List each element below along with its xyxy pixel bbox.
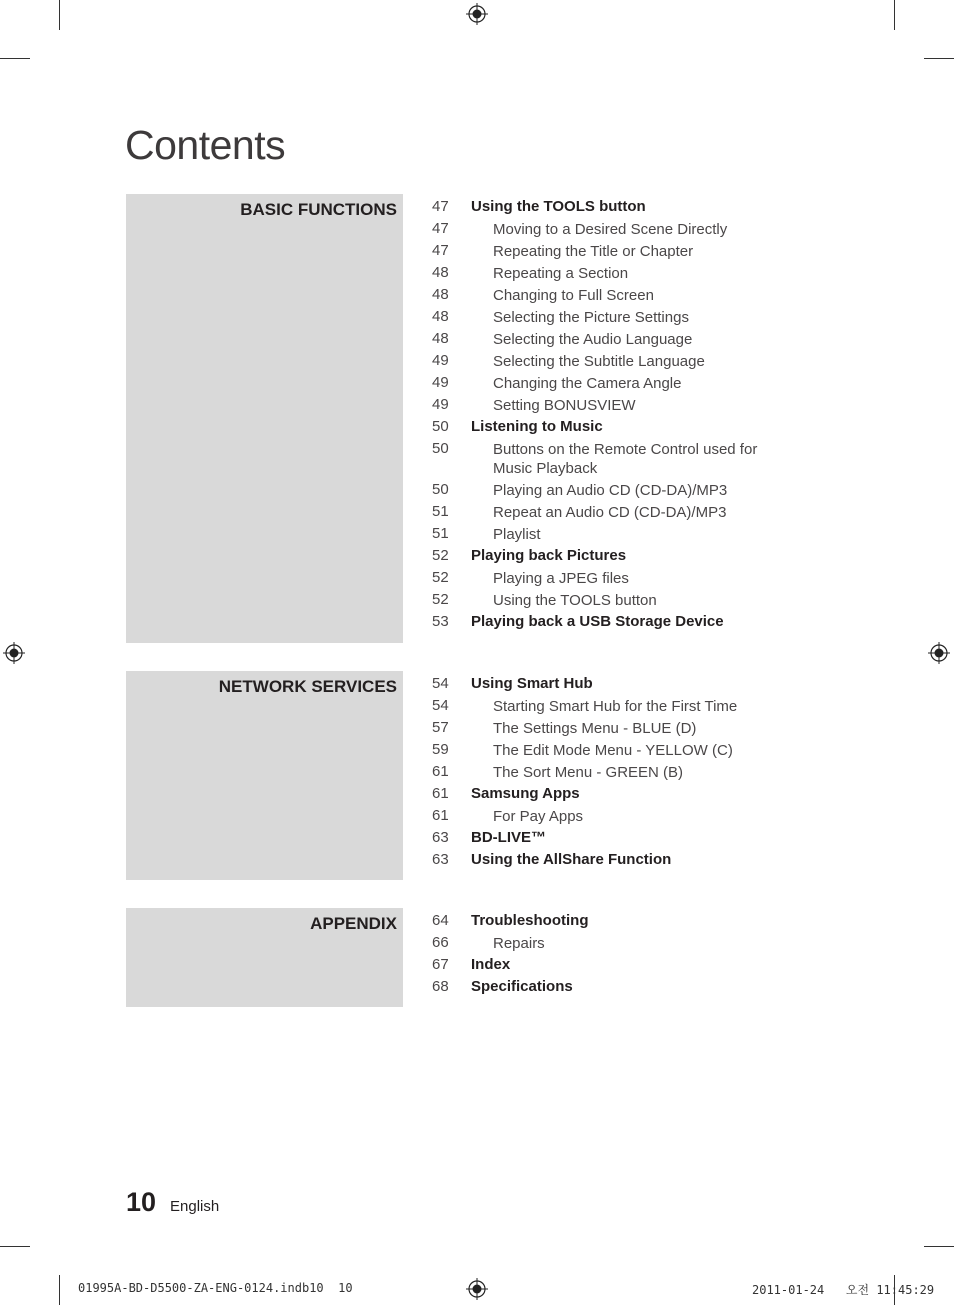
toc-entry — [432, 328, 852, 350]
toc-entry — [432, 523, 852, 545]
toc-entry-title: Setting BONUSVIEW — [493, 397, 636, 414]
toc-entry — [432, 827, 852, 849]
toc-entry — [432, 240, 852, 262]
toc-entry-page: 52 — [432, 569, 449, 586]
crop-mark — [0, 58, 30, 59]
toc-entry — [432, 545, 852, 567]
toc-entry-title: Repeating the Title or Chapter — [493, 243, 694, 260]
toc-entry-title: Playing a JPEG files — [493, 570, 629, 587]
toc-entry-title: Playing an Audio CD (CD-DA)/MP3 — [493, 482, 728, 499]
toc-entry — [432, 416, 852, 438]
toc-entry-title: Specifications — [471, 978, 573, 995]
toc-entry-page: 54 — [432, 697, 449, 714]
toc-entry-title: Repeat an Audio CD (CD-DA)/MP3 — [493, 504, 727, 521]
toc-entry-page: 50 — [432, 418, 449, 435]
toc-entry-title: The Sort Menu - GREEN (B) — [493, 764, 684, 781]
toc-entry-page: 49 — [432, 396, 449, 413]
toc-entry-page: 63 — [432, 829, 449, 846]
toc-entry-title: Using the TOOLS button — [493, 592, 657, 609]
toc-entry-page: 50 — [432, 440, 449, 457]
toc-entry-title: BD-LIVE™ — [471, 829, 546, 846]
toc-entry-page: 49 — [432, 352, 449, 369]
crop-mark — [0, 1246, 30, 1247]
registration-mark-icon — [466, 1278, 488, 1300]
page-language: English — [170, 1198, 220, 1215]
crop-mark — [894, 0, 895, 30]
toc-entry — [432, 910, 852, 932]
print-footer-timestamp: 2011-01-24 오전 11:45:29 — [752, 1283, 935, 1297]
toc-entry-title: Repairs — [493, 935, 545, 952]
section-label: BASIC FUNCTIONS — [240, 200, 397, 219]
toc-entry-title: Playing back Pictures — [471, 547, 627, 564]
toc-entry-page: 67 — [432, 956, 449, 973]
section-label: NETWORK SERVICES — [218, 677, 397, 696]
registration-mark-icon — [3, 642, 25, 664]
toc-entry-page: 48 — [432, 264, 449, 281]
toc-entry-page: 61 — [432, 763, 449, 780]
toc-entry — [432, 695, 852, 717]
crop-mark — [59, 1275, 60, 1305]
toc-entry-page: 49 — [432, 374, 449, 391]
toc-entry-page: 50 — [432, 481, 449, 498]
toc-entry — [432, 501, 852, 523]
toc-entry — [432, 761, 852, 783]
toc-entry — [432, 372, 852, 394]
toc-entry-page: 47 — [432, 220, 449, 237]
toc-entry — [432, 438, 852, 479]
toc-entry-page: 53 — [432, 613, 449, 630]
page-number: 10 — [126, 1187, 157, 1217]
toc-entry-title: Using Smart Hub — [471, 675, 593, 692]
toc-entry-page: 51 — [432, 525, 449, 542]
toc-entry-page: 66 — [432, 934, 449, 951]
registration-mark-icon — [466, 3, 488, 25]
toc-entry-page: 59 — [432, 741, 449, 758]
toc-entry-title: Using the TOOLS button — [471, 198, 646, 215]
toc-entry — [432, 611, 852, 633]
section-network-services — [126, 671, 403, 880]
toc-entry — [432, 479, 852, 501]
toc-entry-title: Moving to a Desired Scene Directly — [493, 221, 728, 238]
toc-list-appendix — [432, 910, 852, 998]
toc-entry-title: The Settings Menu - BLUE (D) — [493, 720, 697, 737]
toc-entry-title: Playlist — [493, 526, 541, 543]
toc-entry — [432, 306, 852, 328]
toc-entry — [432, 954, 852, 976]
toc-entry-title: For Pay Apps — [493, 808, 584, 825]
toc-entry-title: The Edit Mode Menu - YELLOW (C) — [493, 742, 733, 759]
section-appendix — [126, 908, 403, 1007]
toc-entry-title: Index — [471, 956, 511, 973]
toc-entry-page: 52 — [432, 591, 449, 608]
crop-mark — [59, 0, 60, 30]
toc-list-basic-functions — [432, 196, 852, 633]
crop-mark — [924, 1246, 954, 1247]
toc-entry-page: 48 — [432, 286, 449, 303]
toc-entry-page: 54 — [432, 675, 449, 692]
toc-entry-title: Selecting the Picture Settings — [493, 309, 689, 326]
toc-entry-page: 64 — [432, 912, 449, 929]
toc-entry — [432, 196, 852, 218]
toc-entry-page: 61 — [432, 807, 449, 824]
crop-mark — [924, 58, 954, 59]
toc-entry — [432, 394, 852, 416]
footer-file-page: 10 — [338, 1281, 353, 1295]
toc-entry-page: 48 — [432, 330, 449, 347]
toc-entry-title: Selecting the Audio Language — [493, 331, 693, 348]
toc-entry-title: Playing back a USB Storage Device — [471, 613, 724, 630]
toc-entry — [432, 284, 852, 306]
toc-entry — [432, 783, 852, 805]
toc-entry-page: 63 — [432, 851, 449, 868]
toc-entry — [432, 218, 852, 240]
toc-entry-page: 47 — [432, 242, 449, 259]
toc-list-network-services — [432, 673, 852, 871]
footer-file-name: 01995A-BD-D5500-ZA-ENG-0124.indb10 — [78, 1281, 324, 1295]
section-basic-functions — [126, 194, 403, 643]
toc-entry-title: Buttons on the Remote Control used for Music Playback — [493, 441, 758, 477]
toc-entry — [432, 262, 852, 284]
toc-entry — [432, 589, 852, 611]
toc-entry-title: Selecting the Subtitle Language — [493, 353, 705, 370]
toc-entry-title: Troubleshooting — [471, 912, 589, 929]
toc-entry-page: 51 — [432, 503, 449, 520]
toc-entry — [432, 567, 852, 589]
toc-entry-title: Changing to Full Screen — [493, 287, 654, 304]
toc-entry-title: Starting Smart Hub for the First Time — [493, 698, 738, 715]
toc-entry — [432, 976, 852, 998]
section-label: APPENDIX — [310, 914, 397, 933]
toc-entry-title: Changing the Camera Angle — [493, 375, 682, 392]
toc-entry — [432, 932, 852, 954]
toc-entry — [432, 739, 852, 761]
toc-entry-page: 57 — [432, 719, 449, 736]
toc-entry-page: 68 — [432, 978, 449, 995]
toc-entry — [432, 805, 852, 827]
toc-entry-page: 47 — [432, 198, 449, 215]
page-title: Contents — [125, 122, 286, 168]
toc-entry — [432, 350, 852, 372]
toc-entry-page: 52 — [432, 547, 449, 564]
toc-entry — [432, 717, 852, 739]
toc-entry-title: Using the AllShare Function — [471, 851, 672, 868]
print-footer-file — [78, 1281, 353, 1295]
toc-entry-title: Repeating a Section — [493, 265, 629, 282]
toc-entry — [432, 673, 852, 695]
toc-entry — [432, 849, 852, 871]
toc-entry-title: Samsung Apps — [471, 785, 580, 802]
toc-entry-page: 48 — [432, 308, 449, 325]
toc-entry-page: 61 — [432, 785, 449, 802]
toc-entry-title: Listening to Music — [471, 418, 603, 435]
registration-mark-icon — [928, 642, 950, 664]
